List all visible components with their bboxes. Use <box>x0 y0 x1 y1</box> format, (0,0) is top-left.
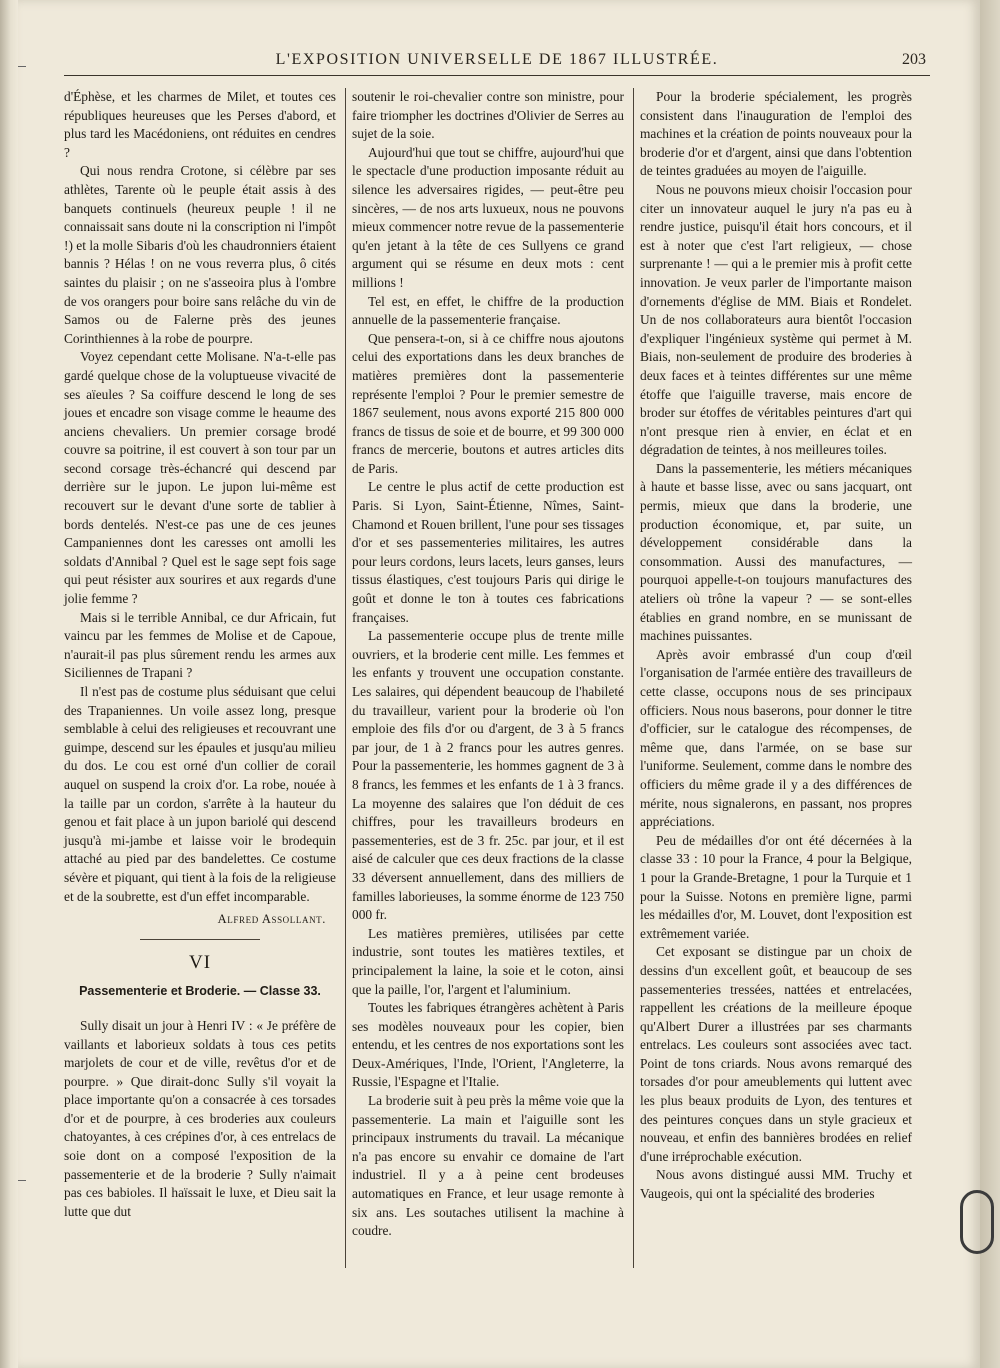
margin-mark <box>18 1180 26 1181</box>
paragraph: Voyez cependant cette Molisane. N'a-t-elle pas gardé quelque chose de la voluptueuse vivacité de ses aïeules ? Sa coiffure descend le long de ses joues et encadre son visage comme le heaume des anciens chevaliers. Un premier corsage brodé couvre sa poitrine, il est couvert à son tour par un second corsage très-échancré qui descend par derrière sur le jupon. Le jupon lui-même est recouvert sur le devant d'une sorte de tablier à bords dentelés. N'est-ce pas une de ces jeunes Campaniennes dont les caresses ont amolli les soldats d'Annibal ? Quel est le sage sept fois sage qui peut résister aux sourires et aux regards d'une jolie femme ? <box>64 349 336 607</box>
paragraph: La broderie suit à peu près la même voie que la passementerie. La main et l'aiguille sont les principaux instruments du travail. La mécanique n'a pas encore su envahir ce domaine de l'art industriel. Il y a à peine cent brodeuses automatiques en France, et leur usage remonte à six ans. Les soutaches utilisent la machine à coudre. <box>352 1093 624 1239</box>
paragraph: Les matières premières, utilisées par cette industrie, sont toutes les matières textiles, et principalement la laine, la soie et le coton, ainsi que la paille, l'or, l'argent et l'aluminium. <box>352 925 624 997</box>
paragraph: Peu de médailles d'or ont été décernées à la classe 33 : 10 pour la France, 4 pour la Belgique, 1 pour la Grande-Bretagne, 1 pour la Turquie et 1 pour la Suisse. Notons en première ligne, parmi les médailles d'or, M. Louvet, dont l'exposition est extrêmement variée. <box>640 832 912 941</box>
paragraph: Aujourd'hui que tout se chiffre, aujourd'hui que le spectacle d'une production imposante réduit au silence les adversaires rigides, — peut-être peu sincères, — de nos arts luxueux, nous ne pouvons mieux commencer notre revue de la passementerie qu'en jetant à la tête de ces Sullyens ce grand argument qui se résume en deux mots : cent millions ! <box>352 144 624 290</box>
page-number: 203 <box>902 51 926 68</box>
column-rule <box>633 88 634 1268</box>
paragraph: Le centre le plus actif de cette production est Paris. Si Lyon, Saint-Étienne, Nîmes, Saint-Chamond et Rouen brillent, l'une pour ses tissages d'or et ses passementeries militaires, les autres pour leurs cordons, leurs lacets, leurs ganses, leurs tissus élastiques, c'est toujours Paris qui dirige le goût et donne le ton à toutes ces fabrications françaises. <box>352 479 624 625</box>
paragraph: Dans la passementerie, les métiers mécaniques à haute et basse lisse, avec ou sans jacquart, ont permis, mieux que dans la broderie, une production économique, et, par suite, un développement considérable dans la consommation. Aussi des manufactures, — pourquoi appelle-t-on toujours manufactures des ateliers où trône la vapeur ? — se sont-elles établies en grand nombre, en se munissant de machines puissantes. <box>640 460 912 644</box>
paragraph: Il n'est pas de costume plus séduisant que celui des Trapaniennes. Un voile assez long, presque semblable à celui des religieuses et recouvrant une guimpe, descend sur les épaules et jusqu'au milieu du dos. Le cou est orné d'un collier de corail auquel on suspend la croix d'or. La robe, nouée à la taille par un cordon, s'arrête à la hauteur du genou et fait place à un jupon bariolé qui descend jusqu'à mi-jambe et laisse voir le brodequin attaché au pied par des bandelettes. Ce costume sévère et piquant, qui tient à la fois de la religieuse et de la soubrette, est d'un effet incomparable. <box>64 684 336 904</box>
paragraph: La passementerie occupe plus de trente mille ouvriers, et la broderie cent mille. Les femmes et les enfants y trouvent une occupation constante. Les salaires, qui dépendent beaucoup de l'habileté du travailleur, varient pour la broderie où l'on emploie des fils d'or ou d'argent, de 3 à 5 francs par jour, de 1 à 2 francs pour les autres genres. Pour la passementerie, les hommes gagnent de 3 à 8 francs, les femmes et les enfants de 1 à 3 francs. La moyenne des salaires que l'on déduit de ces chiffres, pour les travailleurs brodeurs en passementeries, est de 3 fr. 25c. par jour, et il est aisé de calculer que ces deux fractions de la classe 33 déversent annuellement, dans des milliers de familles laborieuses, la somme énorme de 123 750 000 fr. <box>352 628 624 923</box>
column-rule <box>345 88 346 1268</box>
paragraph: Qui nous rendra Crotone, si célèbre par ses athlètes, Tarente où le peuple était assis à des banquets continuels (heureux peuple ! il ne connaissait sans doute ni la conscription ni l'impôt !) et la molle Sibaris d'où les chaudronniers étaient bannis ? Hélas ! on ne vous reverra plus, ô cités saintes du plaisir ; on ne s'asseoira plus à l'ombre de vos orangers pour boire sans relâche du vin de Samos ou de Falerne près des jeunes Corinthiennes à la robe de pourpre. <box>64 163 336 346</box>
paragraph: Cet exposant se distingue par un choix de dessins d'un excellent goût, et beaucoup de ses passementeries tressées, nattées et entrelacées, rappellent les créations de la meilleure époque qu'Albert Durer a illustrées par ses charmants entrelacs. Les couleurs sont associées avec tact. Point de tons criards. Nous avons remarqué des torsades d'or pour ameublements qui luttent avec les plus beaux produits de Lyon, des tentures et des peintures conçues dans un style gracieux et nouveau, et enfin des bannières brodées en relief d'une irréprochable exécution. <box>640 944 912 1164</box>
page-edge-shadow <box>980 0 1000 1368</box>
text-column-1 <box>64 88 336 1221</box>
paragraph: Sully disait un jour à Henri IV : « Je préfère de vaillants et laborieux soldats à tous ces petits marjolets de cour et de ville, revêtus d'or et de pourpre. » Que dirait-donc Sully s'il voyait la place importante qu'on a consacrée à ces torsades d'or et de pourpre, à ces broderies aux couleurs chatoyantes, à ces crépines d'or, à ces entrelacs de soie dont on a composé l'exposition de la passementerie et de la broderie ? Sully n'aimait pas ces babioles. Il haïssait le luxe, et Dieu sait la lutte que dut <box>64 1017 336 1219</box>
paragraph: Pour la broderie spécialement, les progrès consistent dans l'inauguration de l'emploi des machines et la création de points nouveaux pour la broderie d'or et d'argent, ainsi que dans l'obtention de teintes graduées au moyen de l'aiguille. <box>640 89 912 179</box>
paragraph: Nous ne pouvons mieux choisir l'occasion pour citer un innovateur auquel le jury n'a pas eu à rendre justice, puisqu'il était hors concours, et il est à noter que c'est l'art religieux, — chose surprenante ! — qui a le premier mis à profit cette innovation. Je veux parler de l'importante maison d'ornements d'église de MM. Biais et Rondelet. Un de nos collaborateurs aura bientôt l'occasion d'expliquer l'ingénieux système qui permet à M. Biais, non-seulement de produire des broderies à deux faces et à teintes différentes sur une même étoffe que l'aiguille traverse, mais encore de broder sur étoffes de véritables peintures d'art qui n'ont presque rien à envier, en éclat et en dégradation de teintes, à nos meilleures toiles. <box>640 181 912 458</box>
section-number: VI <box>188 951 212 973</box>
paragraph: d'Éphèse, et les charmes de Milet, et toutes ces républiques heureuses que les Perses d'abord, et plus tard les Macédoniens, ont réduites en cendres ? <box>64 89 336 160</box>
paragraph: Que pensera-t-on, si à ce chiffre nous ajoutons celui des exportations dans les deux branches de matières premières dont la passementerie représente l'emploi ? Pour le premier semestre de 1867 seulement, nous avons exporté 215 800 000 francs de tissus de soie et de bourre, et 99 300 000 francs de mercerie, boutons et autres articles dits de Paris. <box>352 330 624 476</box>
text-column-3 <box>640 88 912 1204</box>
section-heading: Passementerie et Broderie. — Classe 33. <box>79 984 321 999</box>
paragraph: Toutes les fabriques étrangères achètent à Paris ses modèles nouveaux pour les copier, bien entendu, et les centres de nos exportations sont les Deux-Amériques, l'Inde, l'Orient, l'Angleterre, la Russie, l'Espagne et l'Italie. <box>352 1000 624 1090</box>
paper-clip-icon <box>960 1190 994 1254</box>
margin-mark <box>18 66 26 67</box>
paragraph: Nous avons distingué aussi MM. Truchy et Vaugeois, qui ont la spécialité des broderies <box>640 1167 912 1202</box>
section-separator <box>140 939 260 940</box>
header-title: L'EXPOSITION UNIVERSELLE DE 1867 ILLUSTRÉE. <box>275 51 719 68</box>
running-header <box>64 49 930 76</box>
book-binding-edge <box>0 0 19 1368</box>
paragraph: Après avoir embrassé d'un coup d'œil l'organisation de l'armée entière des travailleurs de cette classe, occupons nous de ses principaux officiers. Nous nous baserons, pour donner le titre d'officier, sur le catalogue des récompenses, de même que, dans l'armée, on se base sur l'uniforme. Seulement, comme dans le nombre des officiers du même grade il y a des différences de mérite, nous signalerons, en passant, nos propres appréciations. <box>640 646 912 830</box>
paragraph: Mais si le terrible Annibal, ce dur Africain, fut vaincu par les femmes de Molise et de Capoue, n'aurait-il pas plus sûrement rendu les armes aux Siciliennes de Trapani ? <box>64 609 336 681</box>
paragraph: soutenir le roi-chevalier contre son ministre, pour faire triompher les doctrines d'Olivier de Serres au sujet de la soie. <box>352 89 624 142</box>
text-column-2 <box>352 88 624 1241</box>
author-signature: Alfred Assollant. <box>217 912 326 927</box>
paragraph: Tel est, en effet, le chiffre de la production annuelle de la passementerie française. <box>352 293 624 328</box>
